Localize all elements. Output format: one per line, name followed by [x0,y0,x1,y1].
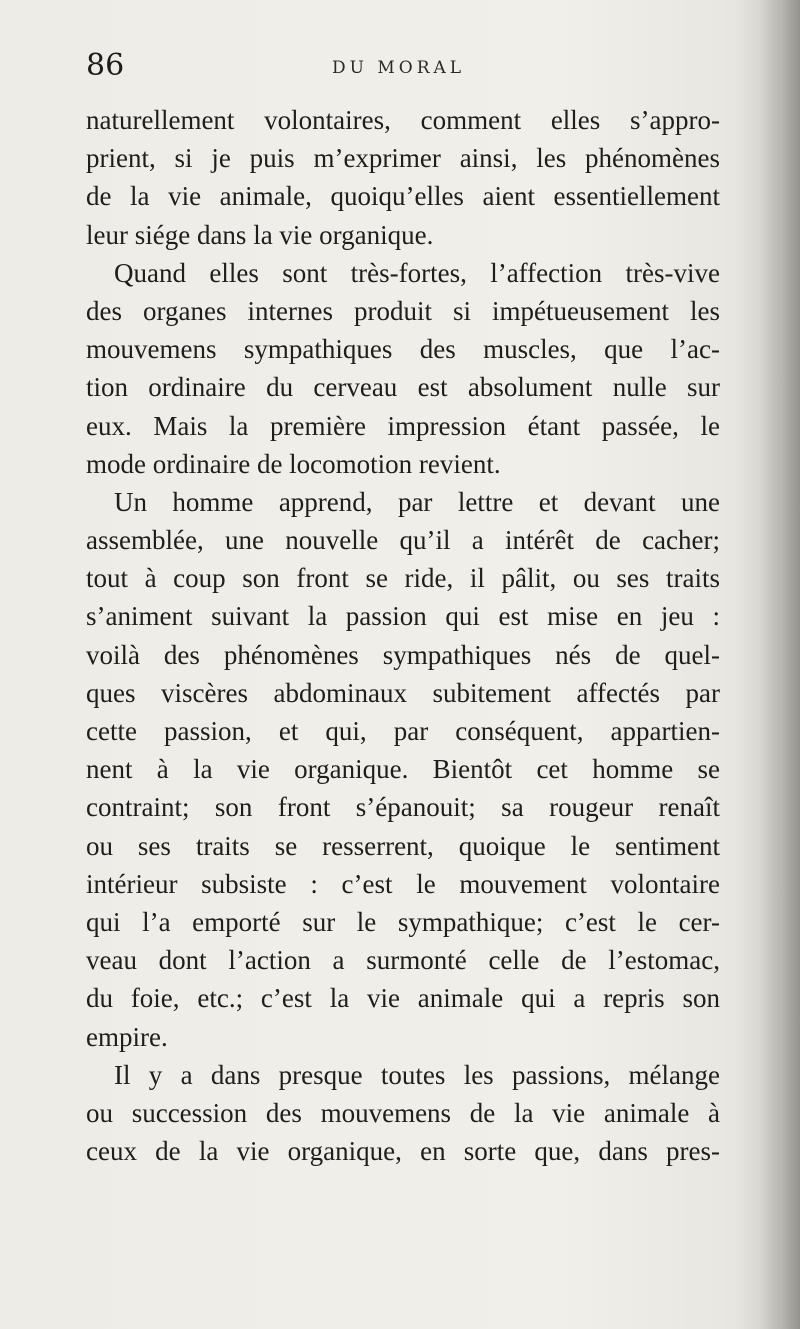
text-line: Il y a dans presque toutes les passions, mélange [114,1059,720,1090]
text-line: des organes internes produit si impétueusement les [86,295,720,326]
text-line: Quand elles sont très-fortes, l’affection très-vive [114,257,720,288]
running-title: DU MORAL [332,58,466,78]
text-line: veau dont l’action a surmonté celle de l’estomac, [86,945,720,976]
paragraph [86,101,720,254]
text-line: tout à coup son front se ride, il pâlit, ou ses traits [86,563,720,594]
paragraph [86,483,720,1056]
text-line: qui l’a emporté sur le sympathique; c’est le cer- [86,906,720,937]
text-line: mode ordinaire de locomotion revient. [86,448,501,479]
text-line: nent à la vie organique. Bientôt cet homme se [86,754,720,785]
text-line: ou ses traits se resserrent, quoique le sentiment [86,830,720,861]
text-line: cette passion, et qui, par conséquent, appartien- [86,716,720,746]
text-line: intérieur subsiste : c’est le mouvement volontaire [86,868,720,899]
text-line: contraint; son front s’épanouit; sa rougeur renaît [86,792,720,823]
text-line: ceux de la vie organique, en sorte que, dans pres- [86,1136,720,1167]
text-line: s’animent suivant la passion qui est mise en jeu : [86,601,720,632]
page-number: 86 [86,48,125,83]
text-line: mouvemens sympathiques des muscles, que l’ac- [86,334,720,365]
paragraph [86,254,720,483]
text-line: eux. Mais la première impression étant passée, le [86,410,720,441]
page-edge-shadow [760,0,800,1329]
text-line: assemblée, une nouvelle qu’il a intérêt de cacher; [86,525,720,556]
text-line: Un homme apprend, par lettre et devant une [114,486,720,517]
paragraph [86,1056,720,1171]
page-header [86,48,726,88]
text-line: naturellement volontaires, comment elles s’appro- [86,105,720,135]
text-line: ou succession des mouvemens de la vie animale à [86,1097,720,1128]
text-line: prient, si je puis m’exprimer ainsi, les phénomènes [86,143,720,174]
text-line: empire. [86,1021,168,1052]
body-text [86,101,720,1170]
text-line: ques viscères abdominaux subitement affectés par [86,677,720,708]
text-line: tion ordinaire du cerveau est absolument nulle sur [86,372,720,403]
text-line: leur siége dans la vie organique. [86,219,434,250]
text-line: du foie, etc.; c’est la vie animale qui a repris son [86,983,720,1014]
text-line: de la vie animale, quoiqu’elles aient essentiellement [86,181,720,212]
text-line: voilà des phénomènes sympathiques nés de quel- [86,639,720,670]
